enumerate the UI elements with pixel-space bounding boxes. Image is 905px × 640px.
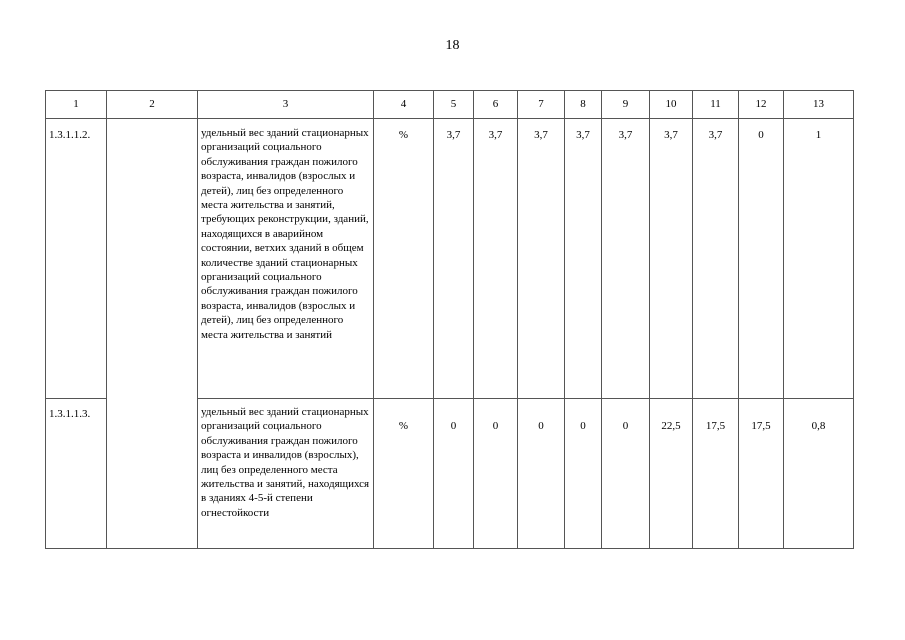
row-value: 0 xyxy=(602,399,650,549)
header-cell: 11 xyxy=(693,91,739,119)
row-value: 3,7 xyxy=(602,119,650,399)
row-value: 3,7 xyxy=(650,119,693,399)
row-value: 3,7 xyxy=(434,119,474,399)
row-value: 17,5 xyxy=(693,399,739,549)
row-code: 1.3.1.1.2. xyxy=(46,119,107,399)
header-row xyxy=(46,91,854,119)
row-unit: % xyxy=(374,119,434,399)
header-cell: 4 xyxy=(374,91,434,119)
row-description: удельный вес зданий стационарных организаций социального обслуживания граждан пожилого возраста и инвалидов (взрослых), лиц без определенного места жительства и занятий, находящихся в зданиях 4-5-й степени огнестойкости xyxy=(198,399,374,549)
header-cell: 12 xyxy=(739,91,784,119)
row-value: 0 xyxy=(565,399,602,549)
row-value: 3,7 xyxy=(518,119,565,399)
row-value: 3,7 xyxy=(565,119,602,399)
header-cell: 9 xyxy=(602,91,650,119)
indicators-table xyxy=(45,90,854,549)
row-value: 22,5 xyxy=(650,399,693,549)
row-unit: % xyxy=(374,399,434,549)
header-cell: 10 xyxy=(650,91,693,119)
row-value: 0 xyxy=(474,399,518,549)
row-value: 0 xyxy=(739,119,784,399)
header-cell: 1 xyxy=(46,91,107,119)
row-value: 3,7 xyxy=(693,119,739,399)
header-cell: 3 xyxy=(198,91,374,119)
row-value: 0 xyxy=(518,399,565,549)
row-value: 1 xyxy=(784,119,854,399)
row-col2-empty xyxy=(107,119,198,549)
header-cell: 6 xyxy=(474,91,518,119)
row-value: 3,7 xyxy=(474,119,518,399)
row-code: 1.3.1.1.3. xyxy=(46,399,107,549)
page-number: 18 xyxy=(445,38,460,53)
header-cell: 8 xyxy=(565,91,602,119)
row-value: 0 xyxy=(434,399,474,549)
header-cell: 7 xyxy=(518,91,565,119)
row-value: 0,8 xyxy=(784,399,854,549)
row-value: 17,5 xyxy=(739,399,784,549)
header-cell: 5 xyxy=(434,91,474,119)
header-cell: 2 xyxy=(107,91,198,119)
table-row xyxy=(46,119,854,399)
header-cell: 13 xyxy=(784,91,854,119)
row-description: удельный вес зданий стационарных организаций социального обслуживания граждан пожилого возраста, инвалидов (взрослых и детей), лиц без определенного места жительства и занятий, требующих реконструкции, зданий, находящихся в аварийном состоянии, ветхих зданий в общем количестве зданий стационарных организаций социального обслуживания граждан пожилого возраста, инвалидов (взрослых и детей), лиц без определенного места жительства и занятий xyxy=(198,119,374,399)
